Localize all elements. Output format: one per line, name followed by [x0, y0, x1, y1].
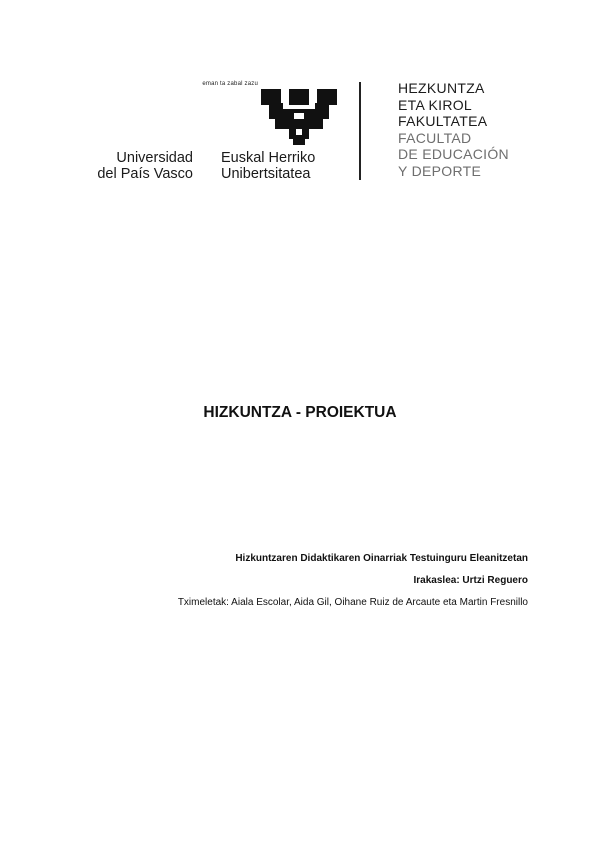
faculty-name-spanish: FACULTAD DE EDUCACIÓN Y DEPORTE	[398, 129, 509, 179]
authors-list: Tximeletak: Aiala Escolar, Aida Gil, Oihane Ruiz de Arcaute eta Martin Fresnillo	[177, 597, 528, 608]
faculty-name	[398, 80, 588, 179]
university-name-spanish: Universidad del País Vasco	[97, 150, 193, 182]
university-logo	[88, 80, 328, 190]
document-info	[48, 548, 528, 614]
faculty-name-basque: HEZKUNTZA ETA KIROL FAKULTATEA	[398, 80, 488, 129]
header-divider	[359, 82, 361, 180]
university-name-basque: Euskal Herriko Unibertsitatea	[221, 150, 316, 182]
teacher-name: Irakaslea: Urtzi Reguero	[413, 575, 528, 586]
document-title: HIZKUNTZA - PROIEKTUA	[203, 404, 397, 421]
course-name: Hizkuntzaren Didaktikaren Oinarriak Testuinguru Eleanitzetan	[235, 553, 528, 564]
university-emblem-icon	[261, 89, 337, 145]
university-motto: eman ta zabal zazu	[202, 81, 258, 87]
